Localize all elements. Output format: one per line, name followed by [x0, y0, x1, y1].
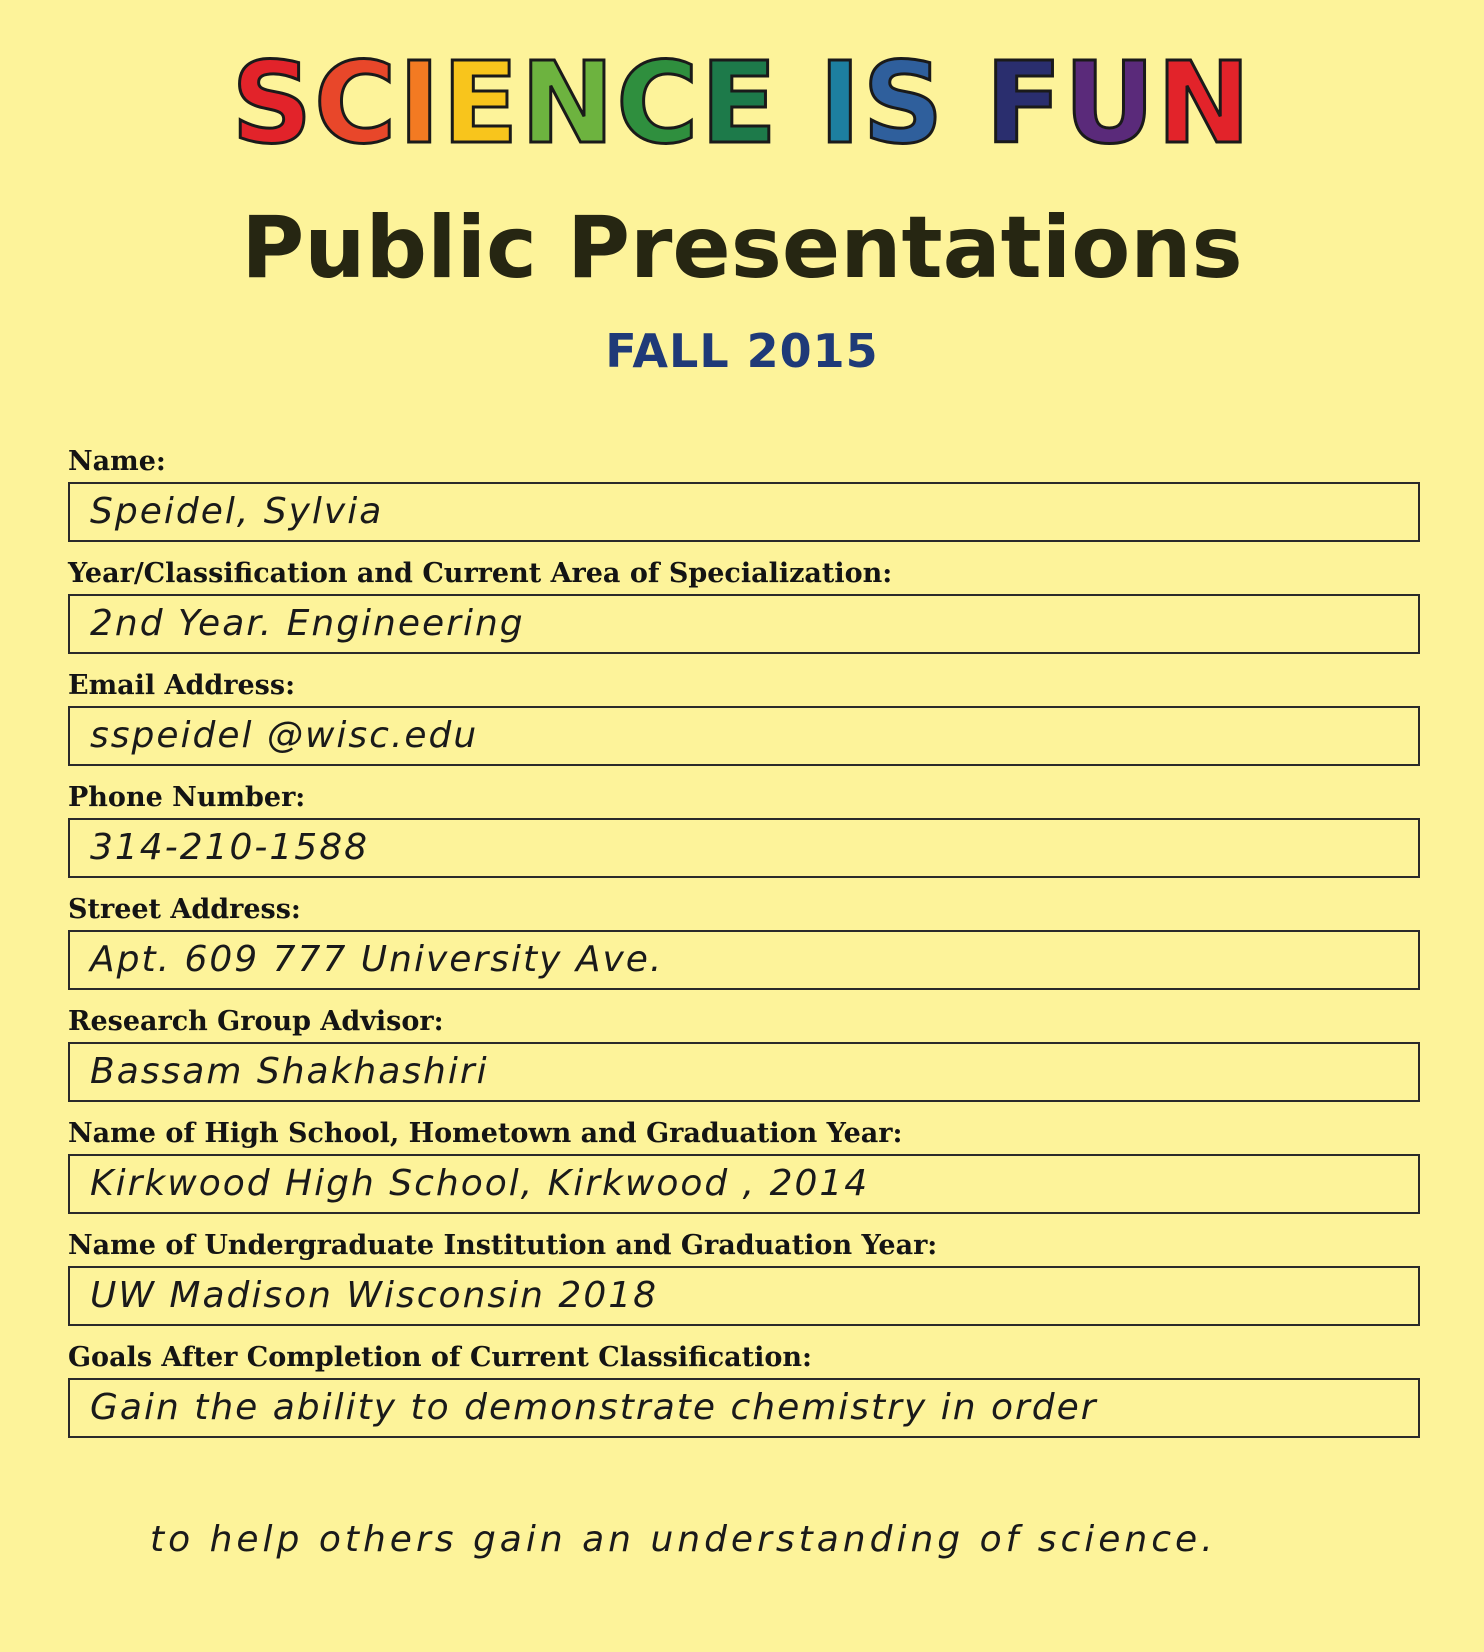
banner-letter: S	[862, 39, 946, 169]
classification-label: Year/Classification and Current Area of Specialization:	[68, 558, 893, 589]
banner-letter: C	[616, 39, 701, 169]
phone-field[interactable]	[68, 818, 1420, 878]
street-address-value: Apt. 609 777 University Ave.	[90, 939, 664, 980]
banner-letter: U	[1063, 39, 1157, 169]
email-value: sspeidel @wisc.edu	[90, 715, 479, 756]
street-address-label: Street Address:	[68, 894, 301, 925]
advisor-value: Bassam Shakhashiri	[90, 1051, 489, 1092]
banner-letter: S	[231, 39, 315, 169]
science-is-fun-banner	[0, 39, 1484, 169]
term-label: FALL 2015	[605, 324, 879, 378]
banner-letter: E	[442, 39, 521, 169]
high-school-label: Name of High School, Hometown and Graduation Year:	[68, 1118, 903, 1149]
banner-letter: I	[398, 39, 443, 169]
goals-value: Gain the ability to demonstrate chemistry in order	[90, 1387, 1098, 1428]
high-school-value: Kirkwood High School, Kirkwood , 2014	[90, 1163, 870, 1204]
name-label: Name:	[68, 446, 166, 477]
classification-field[interactable]	[68, 594, 1420, 654]
undergrad-value: UW Madison Wisconsin 2018	[90, 1275, 659, 1316]
advisor-field[interactable]	[68, 1042, 1420, 1102]
phone-value: 314-210-1588	[90, 827, 370, 868]
high-school-field[interactable]	[68, 1154, 1420, 1214]
page-subtitle: Public Presentations	[241, 198, 1243, 298]
banner-letter: N	[1156, 39, 1253, 169]
name-field[interactable]	[68, 482, 1420, 542]
classification-value: 2nd Year. Engineering	[90, 603, 525, 644]
email-label: Email Address:	[68, 670, 296, 701]
phone-label: Phone Number:	[68, 782, 306, 813]
goals-label: Goals After Completion of Current Classification:	[68, 1342, 813, 1373]
banner-letter: C	[314, 39, 399, 169]
banner-letter: F	[985, 39, 1064, 169]
banner-letter: E	[700, 39, 779, 169]
advisor-label: Research Group Advisor:	[68, 1006, 444, 1037]
undergrad-field[interactable]	[68, 1266, 1420, 1326]
banner-letter: I	[818, 39, 863, 169]
banner-letter: N	[520, 39, 617, 169]
goals-continuation: to help others gain an understanding of science.	[150, 1519, 1217, 1560]
email-field[interactable]	[68, 706, 1420, 766]
name-value: Speidel, Sylvia	[90, 491, 384, 532]
undergrad-label: Name of Undergraduate Institution and Graduation Year:	[68, 1230, 938, 1261]
street-address-field[interactable]	[68, 930, 1420, 990]
goals-field[interactable]	[68, 1378, 1420, 1438]
